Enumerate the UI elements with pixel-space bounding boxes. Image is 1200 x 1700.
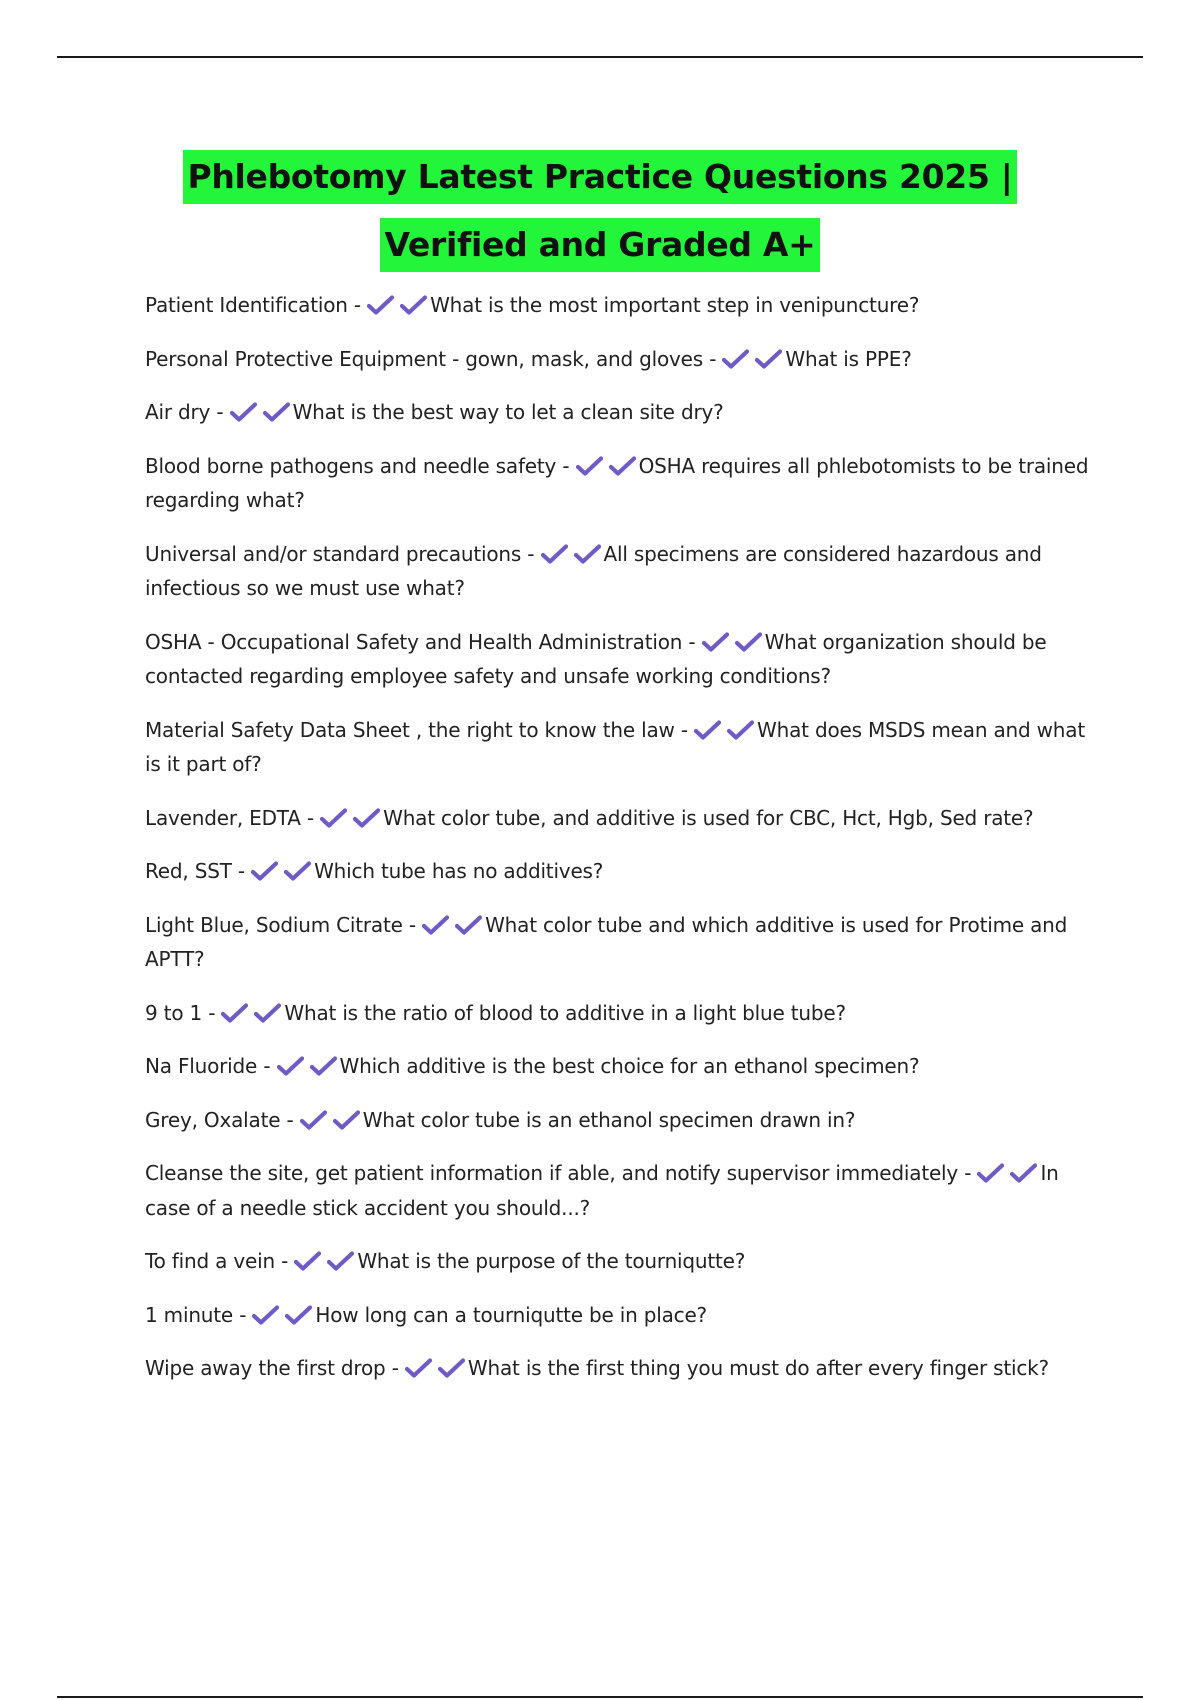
checkmark-icon xyxy=(353,808,380,828)
checkmark-icon xyxy=(455,915,482,935)
checkmark-icon xyxy=(541,544,568,564)
separator: - xyxy=(964,1161,972,1185)
answer-text: Blood borne pathogens and needle safety xyxy=(145,453,557,478)
list-item xyxy=(145,537,1090,606)
separator: - xyxy=(216,400,224,424)
checkmark-icon xyxy=(320,808,347,828)
checkmark-icon xyxy=(327,1251,354,1271)
question-text: What is the ratio of blood to additive in a light blue tube? xyxy=(284,1000,846,1025)
separator: - xyxy=(281,1249,289,1273)
separator: - xyxy=(286,1107,294,1132)
checkmark-icon xyxy=(977,1163,1004,1183)
checkmark-icon xyxy=(574,544,601,564)
checkmark-icon xyxy=(333,1110,360,1130)
separator: - xyxy=(237,859,245,883)
checkmark-icon xyxy=(400,295,427,315)
checkmark-icon xyxy=(254,1003,281,1023)
answer-text: Grey, Oxalate xyxy=(145,1107,281,1132)
question-text: OSHA requires all phlebotomists to be trained regarding what? xyxy=(145,453,1089,512)
checkmark-icon xyxy=(251,861,278,881)
list-item xyxy=(145,1156,1090,1225)
question-text: What is the best way to let a clean site dry? xyxy=(292,400,724,424)
checkmark-icon xyxy=(284,861,311,881)
checkmark-icon xyxy=(727,720,754,740)
separator: - xyxy=(709,346,717,371)
checkmark-icon xyxy=(221,1003,248,1023)
answer-text: Wipe away the first drop xyxy=(145,1356,386,1380)
list-item xyxy=(145,1103,1090,1138)
document-title xyxy=(100,146,1100,282)
answer-text: 9 to 1 xyxy=(145,1000,203,1025)
checkmark-icon xyxy=(252,1305,279,1325)
separator: - xyxy=(391,1356,399,1380)
checkmark-icon xyxy=(294,1251,321,1271)
qa-list xyxy=(145,288,1090,1405)
list-item xyxy=(145,801,1090,836)
answer-text: 1 minute xyxy=(145,1302,234,1327)
separator: - xyxy=(527,541,535,566)
question-text: What color tube, and additive is used for CBC, Hct, Hgb, Sed rate? xyxy=(383,805,1034,830)
question-text: Which tube has no additives? xyxy=(314,859,604,883)
question-text: What is the purpose of the tourniqutte? xyxy=(357,1249,746,1273)
list-item xyxy=(145,1298,1090,1333)
answer-text: OSHA - Occupational Safety and Health Administration xyxy=(145,629,683,654)
bottom-rule xyxy=(57,1696,1143,1698)
checkmark-icon xyxy=(405,1358,432,1378)
list-item xyxy=(145,996,1090,1031)
separator: - xyxy=(263,1054,271,1078)
title-line-2: Verified and Graded A+ xyxy=(380,218,819,272)
list-item xyxy=(145,625,1090,694)
checkmark-icon xyxy=(735,632,762,652)
list-item xyxy=(145,1244,1090,1279)
list-item xyxy=(145,288,1090,323)
separator: - xyxy=(688,629,696,654)
checkmark-icon xyxy=(230,402,257,422)
title-line-1: Phlebotomy Latest Practice Questions 2025 | xyxy=(183,150,1016,204)
answer-text: Red, SST xyxy=(145,859,232,883)
checkmark-icon xyxy=(576,456,603,476)
question-text: What is the first thing you must do after every finger stick? xyxy=(467,1356,1049,1380)
answer-text: Material Safety Data Sheet , the right to know the law xyxy=(145,717,675,742)
answer-text: Personal Protective Equipment - gown, mask, and gloves xyxy=(145,346,704,371)
question-text: How long can a tourniqutte be in place? xyxy=(315,1302,707,1327)
checkmark-icon xyxy=(755,349,782,369)
checkmark-icon xyxy=(300,1110,327,1130)
checkmark-icon xyxy=(438,1358,465,1378)
checkmark-icon xyxy=(367,295,394,315)
checkmark-icon xyxy=(422,915,449,935)
list-item xyxy=(145,1049,1090,1084)
list-item xyxy=(145,1351,1090,1386)
checkmark-icon xyxy=(1010,1163,1037,1183)
list-item xyxy=(145,854,1090,889)
checkmark-icon xyxy=(609,456,636,476)
separator: - xyxy=(408,912,416,937)
question-text: In case of a needle stick accident you should...? xyxy=(145,1161,1059,1220)
separator: - xyxy=(680,717,688,742)
checkmark-icon xyxy=(722,349,749,369)
question-text: What color tube is an ethanol specimen drawn in? xyxy=(362,1107,856,1132)
checkmark-icon xyxy=(277,1056,304,1076)
checkmark-icon xyxy=(310,1056,337,1076)
list-item xyxy=(145,713,1090,782)
question-text: What is the most important step in venipuncture? xyxy=(430,293,920,317)
list-item xyxy=(145,449,1090,518)
separator: - xyxy=(306,805,314,830)
list-item xyxy=(145,342,1090,377)
separator: - xyxy=(353,293,361,317)
answer-text: Patient Identification xyxy=(145,293,348,317)
separator: - xyxy=(562,453,570,478)
answer-text: Na Fluoride xyxy=(145,1054,258,1078)
question-text: What is PPE? xyxy=(785,346,912,371)
checkmark-icon xyxy=(285,1305,312,1325)
top-rule xyxy=(57,56,1143,58)
question-text: What organization should be contacted regarding employee safety and unsafe working conditions? xyxy=(145,629,1047,688)
checkmark-icon xyxy=(694,720,721,740)
list-item xyxy=(145,395,1090,430)
answer-text: To find a vein xyxy=(145,1249,275,1273)
separator: - xyxy=(208,1000,216,1025)
question-text: What color tube and which additive is used for Protime and APTT? xyxy=(145,912,1068,971)
answer-text: Cleanse the site, get patient information if able, and notify supervisor immediately xyxy=(145,1161,959,1185)
checkmark-icon xyxy=(263,402,290,422)
answer-text: Air dry xyxy=(145,400,211,424)
checkmark-icon xyxy=(702,632,729,652)
answer-text: Lavender, EDTA xyxy=(145,805,301,830)
answer-text: Light Blue, Sodium Citrate xyxy=(145,912,403,937)
list-item xyxy=(145,908,1090,977)
question-text: What does MSDS mean and what is it part of? xyxy=(145,717,1085,776)
separator: - xyxy=(239,1302,247,1327)
answer-text: Universal and/or standard precautions xyxy=(145,541,522,566)
question-text: All specimens are considered hazardous and infectious so we must use what? xyxy=(145,541,1042,600)
question-text: Which additive is the best choice for an ethanol specimen? xyxy=(339,1054,920,1078)
